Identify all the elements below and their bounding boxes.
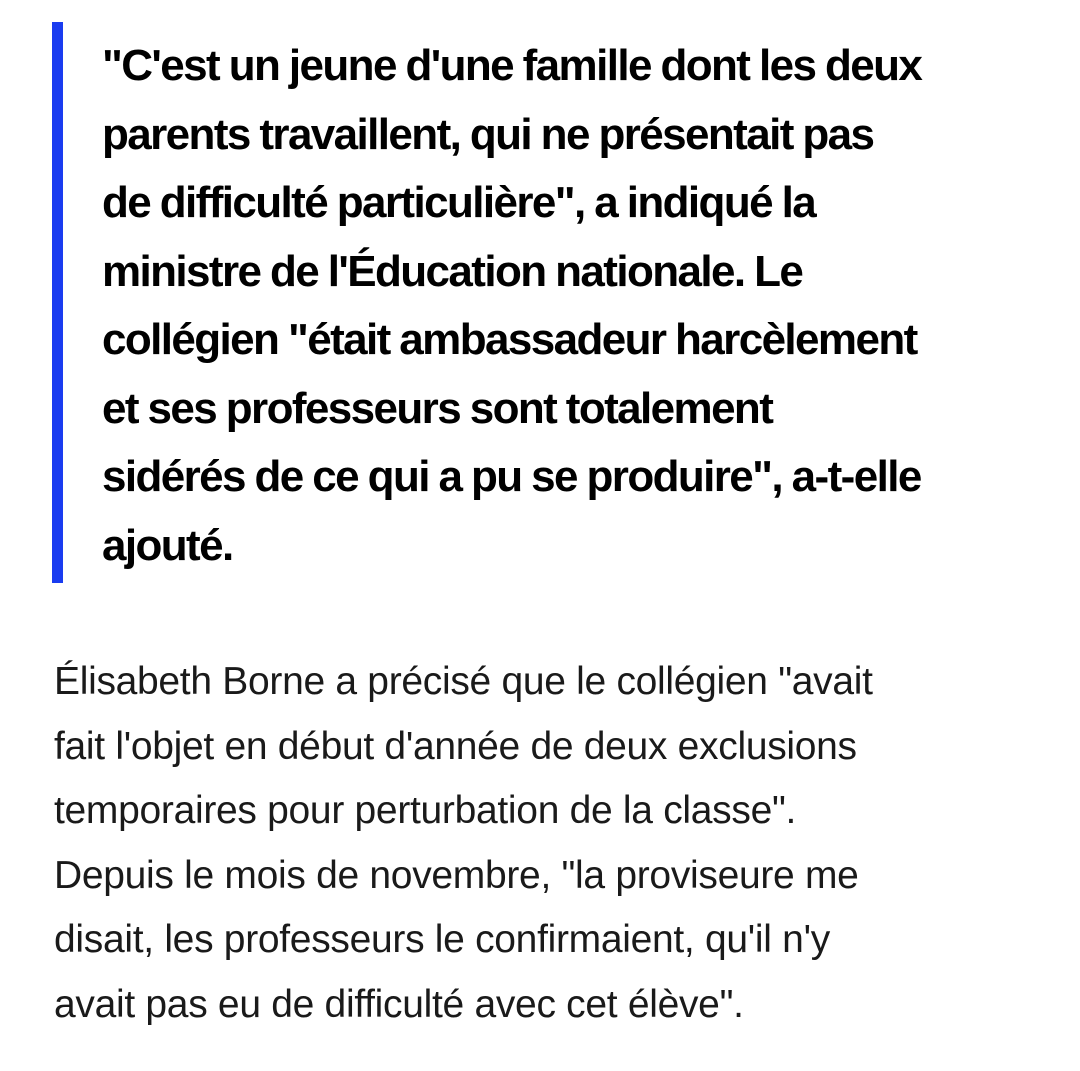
blockquote	[52, 22, 1042, 583]
quote-accent-bar	[52, 22, 63, 583]
quote-text: "C'est un jeune d'une famille dont les deux parents travaillent, qui ne présentait pas de difficulté particulière", a indiqué la ministre de l'Éducation nationale. Le collégien "était ambassadeur harcèlement et ses professeurs sont totalement sidérés de ce qui a pu se produire", a-t-elle ajouté.	[102, 41, 922, 570]
article-paragraph: Élisabeth Borne a précisé que le collégien "avait fait l'objet en début d'année de deux exclusions temporaires pour perturbation de la classe". Depuis le mois de novembre, "la proviseure me disait, les professeurs le confirmaient, qu'il n'y avait pas eu de difficulté avec cet élève".	[54, 660, 873, 1026]
